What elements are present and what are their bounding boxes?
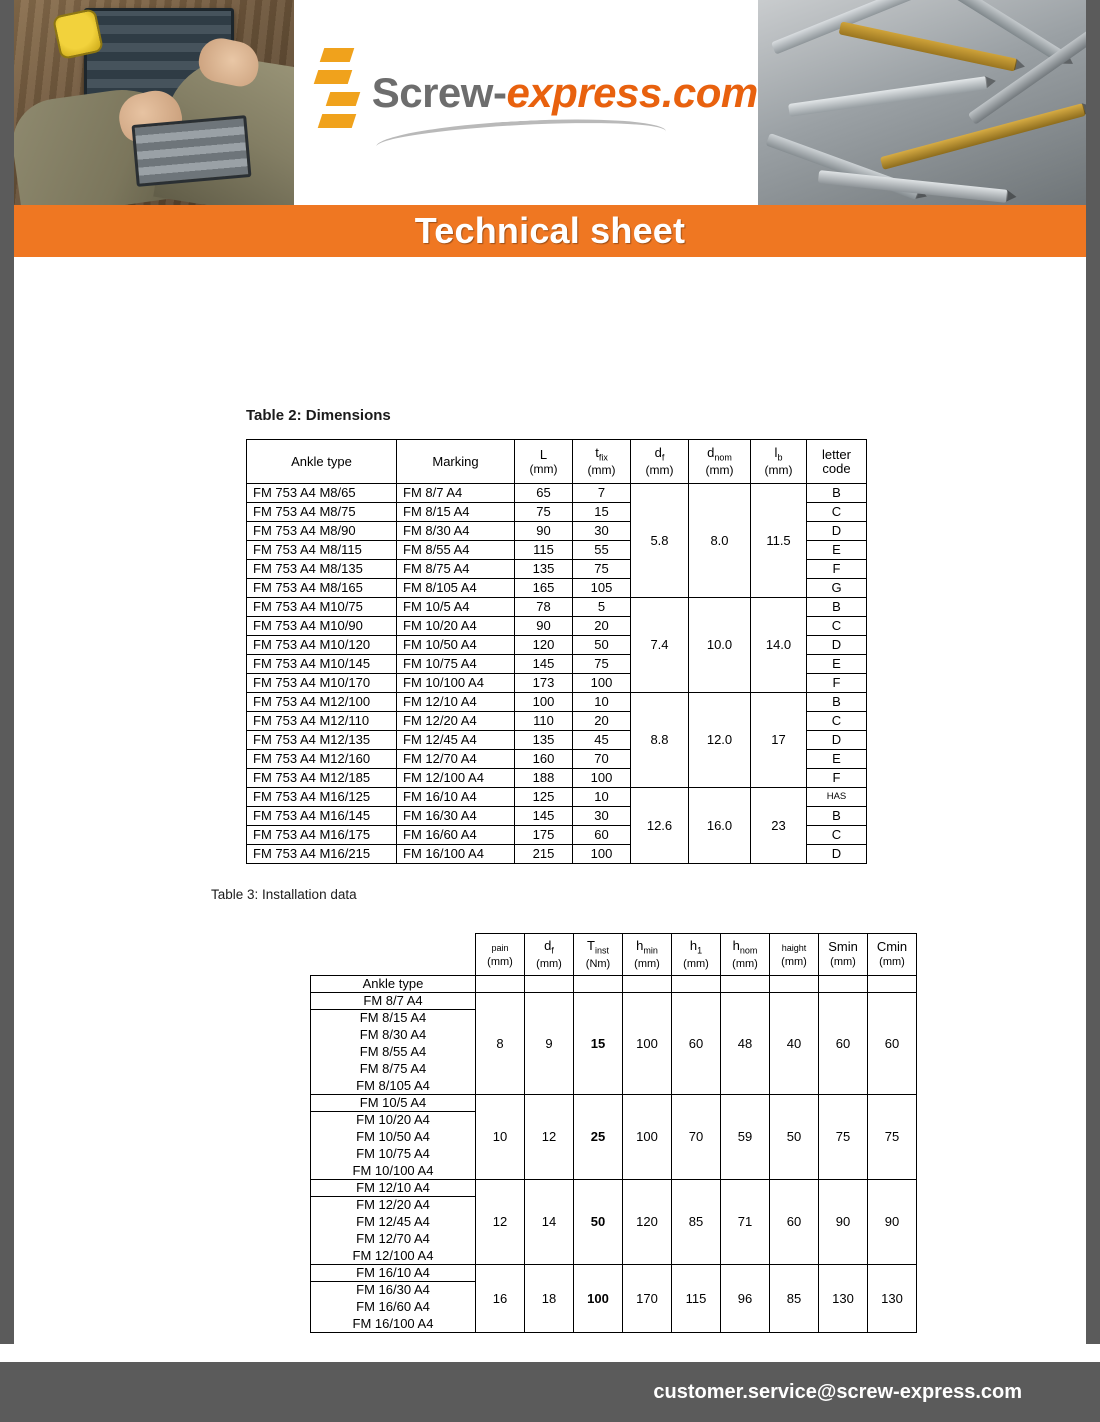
brand-logo-primary: Screw- (371, 68, 507, 116)
th-df: $d_f$ (mm) (525, 934, 574, 976)
contact-email[interactable]: customer.service@screw-express.com (653, 1380, 1022, 1403)
cell-ankle-type: FM 12/100 A4 (311, 1248, 476, 1265)
cell-hmin: 100 (623, 993, 672, 1095)
cell-tfix: 100 (573, 769, 631, 788)
cell-length: 90 (515, 522, 573, 541)
cell-tfix: 10 (573, 788, 631, 807)
cell-h1: 60 (672, 993, 721, 1095)
cell-length: 145 (515, 655, 573, 674)
th-smin: Smin (mm) (819, 934, 868, 976)
cell-ankle-type: FM 753 A4 M8/75 (247, 503, 397, 522)
cell-cmin: 90 (868, 1180, 917, 1265)
cell-letter-code: C (807, 826, 867, 845)
cell-marking: FM 10/50 A4 (397, 636, 515, 655)
cell-marking: FM 12/10 A4 (397, 693, 515, 712)
cell-hmin: 170 (623, 1265, 672, 1333)
cell-tfix: 7 (573, 484, 631, 503)
cell-ankle-type: FM 8/30 A4 (311, 1027, 476, 1044)
th-letter-code: letter code (807, 440, 867, 484)
cell-haght: 60 (770, 1180, 819, 1265)
cell-ankle-type: FM 753 A4 M12/160 (247, 750, 397, 769)
cell-marking: FM 16/30 A4 (397, 807, 515, 826)
cell-letter-code: D (807, 845, 867, 864)
cell-marking: FM 16/60 A4 (397, 826, 515, 845)
th-h1: $h_1$ (mm) (672, 934, 721, 976)
cell-ankle-type: FM 8/7 A4 (311, 993, 476, 1010)
cell-marking: FM 16/10 A4 (397, 788, 515, 807)
cell-length: 115 (515, 541, 573, 560)
cell-tfix: 75 (573, 655, 631, 674)
cell-letter-code: B (807, 807, 867, 826)
cell-tfix: 30 (573, 522, 631, 541)
cell-ankle-type: FM 753 A4 M12/135 (247, 731, 397, 750)
cell-ankle-type: FM 12/45 A4 (311, 1214, 476, 1231)
th-tinst: $T_{inst}$ (Nm) (574, 934, 623, 976)
cell-tfix: 100 (573, 845, 631, 864)
cell-ankle-type: FM 10/75 A4 (311, 1146, 476, 1163)
table-row (247, 788, 867, 807)
table-row (247, 598, 867, 617)
cell-ankle-type: FM 16/30 A4 (311, 1282, 476, 1299)
cell-dnom: 12.0 (689, 693, 751, 788)
cell-tfix: 55 (573, 541, 631, 560)
cell-ankle-type: FM 753 A4 M16/175 (247, 826, 397, 845)
th-df: $d_f$ (mm) (631, 440, 689, 484)
cell-ankle-type: FM 753 A4 M16/215 (247, 845, 397, 864)
cell-length: 145 (515, 807, 573, 826)
cell-marking: FM 12/45 A4 (397, 731, 515, 750)
cell-ankle-type: FM 16/10 A4 (311, 1265, 476, 1282)
cell-ankle-type: FM 753 A4 M12/100 (247, 693, 397, 712)
cell-haght: 50 (770, 1095, 819, 1180)
cell-length: 90 (515, 617, 573, 636)
cell-tfix: 70 (573, 750, 631, 769)
cell-h1: 70 (672, 1095, 721, 1180)
cell-hmin: 100 (623, 1095, 672, 1180)
cell-ankle-type: FM 753 A4 M8/65 (247, 484, 397, 503)
cell-length: 125 (515, 788, 573, 807)
cell-dnom: 10.0 (689, 598, 751, 693)
cell-smin: 75 (819, 1095, 868, 1180)
banner-title: Technical sheet (414, 210, 686, 251)
table3-header-row (311, 934, 917, 976)
cell-haght: 85 (770, 1265, 819, 1333)
th-pain: pain (mm) (476, 934, 525, 976)
cell-letter-code: E (807, 750, 867, 769)
cell-letter-code: C (807, 617, 867, 636)
table-row (311, 1180, 917, 1197)
cell-tfix: 5 (573, 598, 631, 617)
cell-marking: FM 8/105 A4 (397, 579, 515, 598)
cell-tinst: 100 (574, 1265, 623, 1333)
cell-length: 175 (515, 826, 573, 845)
table2-caption: Table 2: Dimensions (246, 407, 391, 424)
cell-letter-code: D (807, 731, 867, 750)
cell-tfix: 45 (573, 731, 631, 750)
cell-length: 65 (515, 484, 573, 503)
cell-hnom: 96 (721, 1265, 770, 1333)
cell-letter-code: C (807, 503, 867, 522)
cell-h1: 85 (672, 1180, 721, 1265)
cell-length: 188 (515, 769, 573, 788)
cell-df: 18 (525, 1265, 574, 1333)
tape-measure (52, 8, 104, 60)
table3-caption: Table 3: Installation data (211, 887, 357, 902)
cell-length: 78 (515, 598, 573, 617)
th-hmin: $h_{min}$ (mm) (623, 934, 672, 976)
cell-df: 8.8 (631, 693, 689, 788)
cell-marking: FM 8/15 A4 (397, 503, 515, 522)
cell-ankle-type: FM 8/15 A4 (311, 1010, 476, 1027)
cell-ankle-type: FM 12/10 A4 (311, 1180, 476, 1197)
table3-subheader-row (311, 976, 917, 993)
th-spacer (311, 934, 476, 976)
brand-logo (372, 69, 758, 117)
table-row (311, 1265, 917, 1282)
cell-marking: FM 10/75 A4 (397, 655, 515, 674)
cell-marking: FM 8/75 A4 (397, 560, 515, 579)
cell-letter-code: F (807, 674, 867, 693)
cell-length: 75 (515, 503, 573, 522)
th-hnom: $h_{nom}$ (mm) (721, 934, 770, 976)
cell-hmin: 120 (623, 1180, 672, 1265)
cell-tinst: 25 (574, 1095, 623, 1180)
cell-ankle-type: FM 753 A4 M12/185 (247, 769, 397, 788)
cell-length: 173 (515, 674, 573, 693)
cell-letter-code: E (807, 655, 867, 674)
screws-photo (758, 0, 1086, 205)
cell-letter-code: D (807, 636, 867, 655)
cell-cmin: 130 (868, 1265, 917, 1333)
cell-ankle-type: FM 8/75 A4 (311, 1061, 476, 1078)
cell-ankle-type: FM 753 A4 M10/120 (247, 636, 397, 655)
cell-length: 165 (515, 579, 573, 598)
cell-tinst: 15 (574, 993, 623, 1095)
cell-marking: FM 10/5 A4 (397, 598, 515, 617)
cell-ankle-type: FM 753 A4 M10/170 (247, 674, 397, 693)
cell-ankle-type: FM 753 A4 M8/115 (247, 541, 397, 560)
cell-ankle-type: FM 753 A4 M10/75 (247, 598, 397, 617)
logo-swoosh (376, 121, 666, 137)
cell-smin: 60 (819, 993, 868, 1095)
th-dnom: $d_{nom}$ (mm) (689, 440, 751, 484)
brand-logo-secondary: express.com (506, 68, 758, 116)
cell-ankle-type: FM 753 A4 M8/90 (247, 522, 397, 541)
table-row (247, 484, 867, 503)
cell-ankle-type: FM 12/70 A4 (311, 1231, 476, 1248)
cell-tfix: 50 (573, 636, 631, 655)
cell-smin: 90 (819, 1180, 868, 1265)
cell-letter-code: B (807, 693, 867, 712)
th-lb: $l_b$ (mm) (751, 440, 807, 484)
cell-lb: 11.5 (751, 484, 807, 598)
cell-df: 7.4 (631, 598, 689, 693)
cell-hnom: 48 (721, 993, 770, 1095)
cell-h1: 115 (672, 1265, 721, 1333)
cell-ankle-type: FM 16/60 A4 (311, 1299, 476, 1316)
cell-length: 135 (515, 560, 573, 579)
cell-letter-code: HAS (807, 788, 867, 807)
th-cmin: Cmin (mm) (868, 934, 917, 976)
cell-length: 100 (515, 693, 573, 712)
cell-marking: FM 10/20 A4 (397, 617, 515, 636)
technical-sheet-banner (14, 205, 1086, 257)
cell-ankle-type: FM 753 A4 M10/145 (247, 655, 397, 674)
logo-area (294, 0, 758, 205)
cell-ankle-type: FM 753 A4 M16/145 (247, 807, 397, 826)
cell-marking: FM 8/55 A4 (397, 541, 515, 560)
cell-letter-code: B (807, 598, 867, 617)
th-ankle-type: Ankle type (247, 440, 397, 484)
cell-tfix: 15 (573, 503, 631, 522)
page-footer (0, 1362, 1100, 1422)
th-haght: haight (mm) (770, 934, 819, 976)
table-row (311, 1095, 917, 1112)
cell-ankle-type: FM 12/20 A4 (311, 1197, 476, 1214)
cell-length: 160 (515, 750, 573, 769)
th-tfix: $t_{fix}$ (mm) (573, 440, 631, 484)
page-header (14, 0, 1086, 205)
document-body (14, 257, 1086, 1362)
second-tray (132, 115, 252, 187)
cell-ankle-type: FM 8/105 A4 (311, 1078, 476, 1095)
cell-tfix: 75 (573, 560, 631, 579)
cell-ankle-type: FM 753 A4 M8/165 (247, 579, 397, 598)
cell-tfix: 105 (573, 579, 631, 598)
cell-letter-code: E (807, 541, 867, 560)
cell-lb: 17 (751, 693, 807, 788)
cell-df: 12.6 (631, 788, 689, 864)
cell-letter-code: D (807, 522, 867, 541)
cell-df: 5.8 (631, 484, 689, 598)
th-ankle-type: Ankle type (311, 976, 476, 993)
cell-smin: 130 (819, 1265, 868, 1333)
cell-marking: FM 12/70 A4 (397, 750, 515, 769)
cell-ankle-type: FM 10/20 A4 (311, 1112, 476, 1129)
cell-ankle-type: FM 16/100 A4 (311, 1316, 476, 1333)
cell-tfix: 100 (573, 674, 631, 693)
cell-marking: FM 12/20 A4 (397, 712, 515, 731)
th-marking: Marking (397, 440, 515, 484)
cell-letter-code: B (807, 484, 867, 503)
dimensions-table (246, 439, 867, 864)
cell-length: 135 (515, 731, 573, 750)
cell-letter-code: G (807, 579, 867, 598)
cell-df: 12 (525, 1095, 574, 1180)
cell-tfix: 20 (573, 712, 631, 731)
cell-ankle-type: FM 753 A4 M16/125 (247, 788, 397, 807)
cell-ankle-type: FM 753 A4 M12/110 (247, 712, 397, 731)
cell-pain: 10 (476, 1095, 525, 1180)
cell-marking: FM 12/100 A4 (397, 769, 515, 788)
cell-lb: 14.0 (751, 598, 807, 693)
table2-header-row (247, 440, 867, 484)
cell-cmin: 60 (868, 993, 917, 1095)
cell-length: 215 (515, 845, 573, 864)
cell-dnom: 8.0 (689, 484, 751, 598)
cell-df: 9 (525, 993, 574, 1095)
cell-letter-code: F (807, 560, 867, 579)
cell-lb: 23 (751, 788, 807, 864)
cell-df: 14 (525, 1180, 574, 1265)
lightning-logo-icon (314, 48, 366, 140)
cell-dnom: 16.0 (689, 788, 751, 864)
cell-tfix: 60 (573, 826, 631, 845)
table-row (311, 993, 917, 1010)
cell-letter-code: F (807, 769, 867, 788)
cell-ankle-type: FM 10/5 A4 (311, 1095, 476, 1112)
cell-tfix: 10 (573, 693, 631, 712)
footer-spacer (0, 1344, 1100, 1362)
cell-marking: FM 8/30 A4 (397, 522, 515, 541)
cell-tinst: 50 (574, 1180, 623, 1265)
cell-ankle-type: FM 753 A4 M8/135 (247, 560, 397, 579)
cell-ankle-type: FM 10/50 A4 (311, 1129, 476, 1146)
cell-marking: FM 8/7 A4 (397, 484, 515, 503)
cell-ankle-type: FM 8/55 A4 (311, 1044, 476, 1061)
cell-hnom: 59 (721, 1095, 770, 1180)
cell-pain: 12 (476, 1180, 525, 1265)
cell-marking: FM 16/100 A4 (397, 845, 515, 864)
installation-data-table (310, 933, 917, 1333)
cell-length: 110 (515, 712, 573, 731)
cell-hnom: 71 (721, 1180, 770, 1265)
cell-cmin: 75 (868, 1095, 917, 1180)
cell-letter-code: C (807, 712, 867, 731)
table-row (247, 693, 867, 712)
cell-ankle-type: FM 753 A4 M10/90 (247, 617, 397, 636)
cell-ankle-type: FM 10/100 A4 (311, 1163, 476, 1180)
th-length: L (mm) (515, 440, 573, 484)
cell-tfix: 30 (573, 807, 631, 826)
cell-pain: 8 (476, 993, 525, 1095)
cell-pain: 16 (476, 1265, 525, 1333)
cell-marking: FM 10/100 A4 (397, 674, 515, 693)
cell-tfix: 20 (573, 617, 631, 636)
cell-length: 120 (515, 636, 573, 655)
cell-haght: 40 (770, 993, 819, 1095)
workshop-photo (14, 0, 294, 205)
